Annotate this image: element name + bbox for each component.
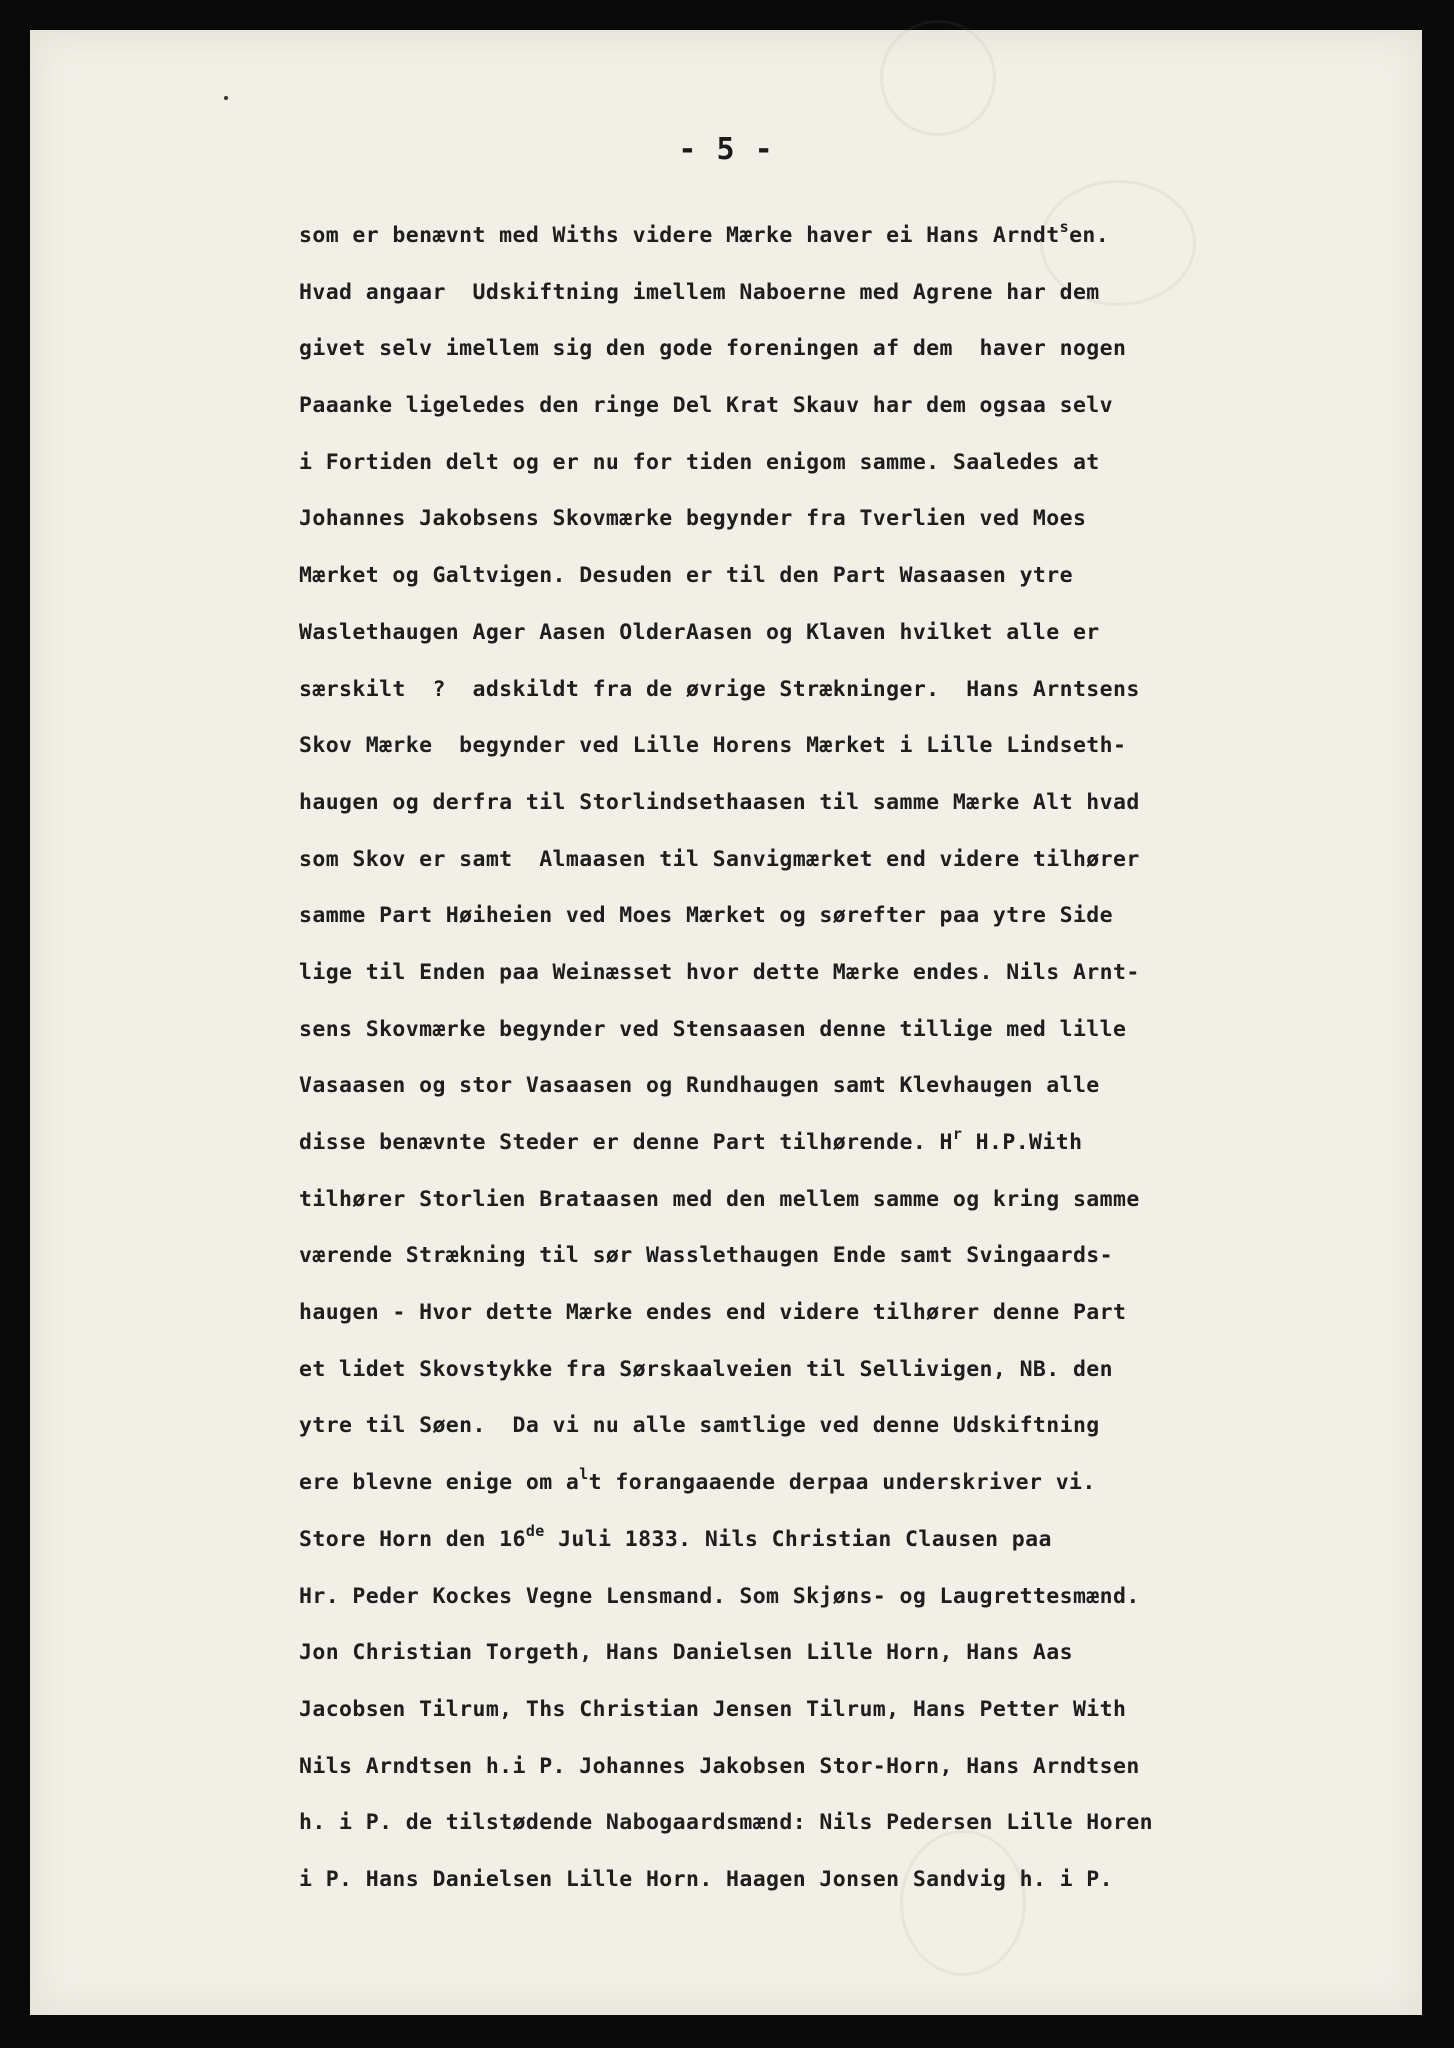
text-segment: t forangaaende derpaa underskriver vi. xyxy=(588,1470,1096,1496)
text-line xyxy=(299,1182,1399,1239)
text-segment: disse benævnte Steder er denne Part tilhørende. H xyxy=(299,1130,953,1155)
text-segment: i Fortiden delt og er nu for tiden enigom samme. Saaledes at xyxy=(299,449,1100,475)
text-segment: H.P.With xyxy=(962,1130,1083,1155)
superscript: l xyxy=(579,1464,589,1483)
margin-mark xyxy=(224,96,228,100)
text-segment: et lidet Skovstykke fra Sørskaalveien til Sellivigen, NB. den xyxy=(299,1356,1113,1382)
text-segment: som er benævnt med Withs videre Mærke haver ei Hans Arndt xyxy=(299,223,1060,248)
text-segment: givet selv imellem sig den gode foreningen af dem haver nogen xyxy=(299,336,1127,362)
text-segment: Hr. Peder Kockes Vegne Lensmand. Som Skjøns- og Laugrettesmænd. xyxy=(299,1583,1140,1609)
document-page xyxy=(30,30,1422,2015)
text-line xyxy=(299,728,1399,785)
text-line xyxy=(299,1295,1399,1352)
text-line xyxy=(299,501,1399,558)
text-segment: haugen og derfra til Storlindsethaasen til samme Mærke Alt hvad xyxy=(299,789,1140,815)
text-line xyxy=(299,1012,1399,1069)
text-line xyxy=(299,955,1399,1012)
text-line xyxy=(299,1692,1399,1749)
text-segment: særskilt ? adskildt fra de øvrige Strækninger. Hans Arntsens xyxy=(299,676,1140,702)
text-segment: lige til Enden paa Weinæsset hvor dette Mærke endes. Nils Arnt- xyxy=(299,959,1140,985)
text-segment: samme Part Høiheien ved Moes Mærket og sørefter paa ytre Side xyxy=(299,903,1113,929)
text-segment: sens Skovmærke begynder ved Stensaasen denne tillige med lille xyxy=(299,1016,1127,1042)
text-line xyxy=(299,218,1399,275)
superscript: s xyxy=(1059,217,1070,236)
text-line xyxy=(299,1749,1399,1806)
text-line xyxy=(299,842,1399,899)
text-segment: Mærket og Galtvigen. Desuden er til den Part Wasaasen ytre xyxy=(299,563,1073,589)
text-segment: Paaanke ligeledes den ringe Del Krat Skauv har dem ogsaa selv xyxy=(299,393,1113,419)
text-line xyxy=(299,672,1399,729)
text-segment: Jon Christian Torgeth, Hans Danielsen Lille Horn, Hans Aas xyxy=(299,1640,1073,1666)
bleed-through-stamp-1 xyxy=(880,20,996,136)
text-line xyxy=(299,388,1399,445)
text-line xyxy=(299,331,1399,388)
text-segment: ere blevne enige om a xyxy=(299,1470,580,1496)
text-line xyxy=(299,1522,1399,1579)
text-line xyxy=(299,1579,1399,1636)
text-segment: Hvad angaar Udskiftning imellem Naboerne med Agrene har dem xyxy=(299,279,1100,305)
text-line xyxy=(299,1862,1399,1919)
superscript: de xyxy=(525,1521,545,1540)
text-segment: Waslethaugen Ager Aasen OlderAasen og Klaven hvilket alle er xyxy=(299,619,1100,645)
text-segment: Juli 1833. Nils Christian Clausen paa xyxy=(544,1526,1052,1552)
text-line xyxy=(299,275,1399,332)
text-line xyxy=(299,615,1399,672)
typewritten-body xyxy=(299,218,1399,1919)
text-segment: tilhører Storlien Brataasen med den mellem samme og kring samme xyxy=(299,1186,1140,1212)
text-line xyxy=(299,898,1399,955)
text-segment: i P. Hans Danielsen Lille Horn. Haagen Jonsen Sandvig h. i P. xyxy=(299,1866,1113,1892)
text-segment: Jacobsen Tilrum, Ths Christian Jensen Tilrum, Hans Petter With xyxy=(299,1696,1127,1722)
text-segment: Vasaasen og stor Vasaasen og Rundhaugen samt Klevhaugen alle xyxy=(299,1073,1100,1099)
text-line xyxy=(299,445,1399,502)
text-line xyxy=(299,1125,1399,1182)
text-line xyxy=(299,785,1399,842)
text-segment: haugen - Hvor dette Mærke endes end videre tilhører denne Part xyxy=(299,1300,1127,1326)
text-segment: ytre til Søen. Da vi nu alle samtlige ved denne Udskiftning xyxy=(299,1413,1100,1439)
text-line xyxy=(299,1408,1399,1465)
text-line xyxy=(299,1352,1399,1409)
text-segment: Johannes Jakobsens Skovmærke begynder fra Tverlien ved Moes xyxy=(299,506,1087,532)
text-line xyxy=(299,1635,1399,1692)
text-segment: værende Strækning til sør Wasslethaugen Ende samt Svingaards- xyxy=(299,1243,1113,1269)
text-segment: som Skov er samt Almaasen til Sanvigmærket end videre tilhører xyxy=(299,846,1140,872)
page-number: - 5 - xyxy=(678,132,774,167)
text-line xyxy=(299,1465,1399,1522)
text-line xyxy=(299,1068,1399,1125)
text-segment: Store Horn den 16 xyxy=(299,1526,526,1552)
text-line xyxy=(299,1805,1399,1862)
text-line xyxy=(299,558,1399,615)
superscript: r xyxy=(952,1124,963,1143)
text-segment: h. i P. de tilstødende Nabogaardsmænd: Nils Pedersen Lille Horen xyxy=(299,1810,1154,1836)
text-line xyxy=(299,1238,1399,1295)
text-segment: en. xyxy=(1069,223,1110,248)
text-segment: Skov Mærke begynder ved Lille Horens Mærket i Lille Lindseth- xyxy=(299,733,1127,759)
text-segment: Nils Arndtsen h.i P. Johannes Jakobsen Stor-Horn, Hans Arndtsen xyxy=(299,1753,1140,1779)
